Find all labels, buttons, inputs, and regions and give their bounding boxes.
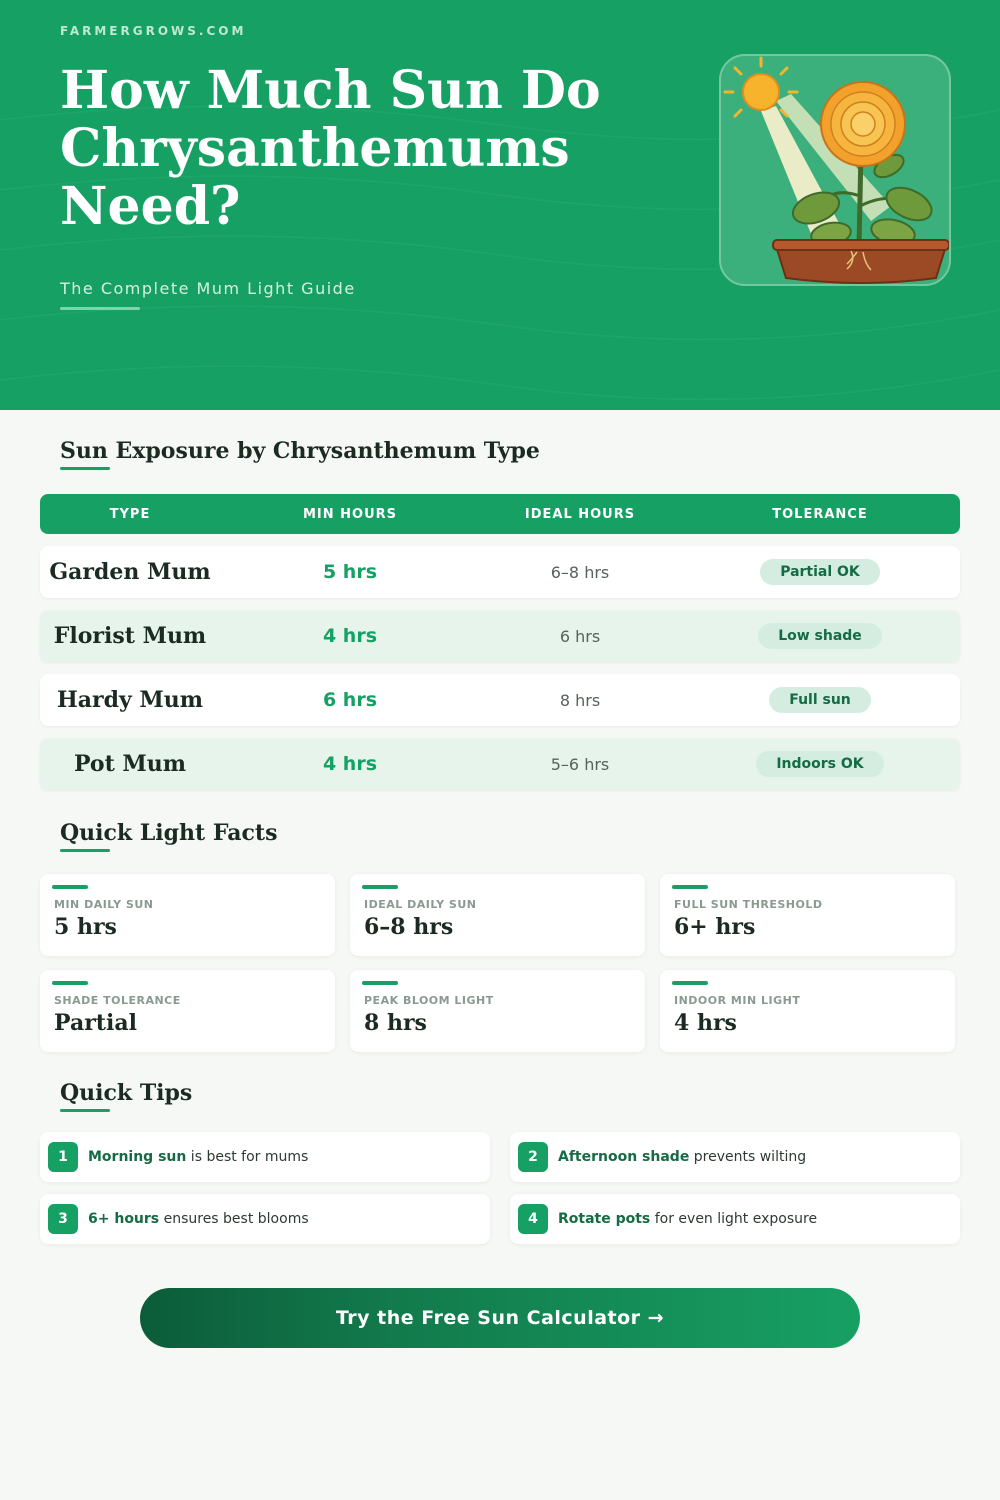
tip-number-badge: 4	[518, 1204, 548, 1234]
fact-label: IDEAL DAILY SUN	[364, 898, 477, 911]
table-row	[40, 546, 960, 598]
exposure-section-underline	[60, 467, 110, 470]
header-tolerance: TOLERANCE	[772, 506, 868, 522]
tip-highlight: Morning sun	[88, 1149, 187, 1165]
fact-card-ideal-daily-sun	[350, 874, 645, 956]
fact-label: SHADE TOLERANCE	[54, 994, 181, 1007]
fact-label: FULL SUN THRESHOLD	[674, 898, 823, 911]
chrysanthemum-in-sun-icon	[719, 54, 951, 286]
fact-card-full-sun-threshold	[660, 874, 955, 956]
fact-accent-bar	[52, 885, 88, 889]
tip-item	[510, 1194, 960, 1244]
fact-card-indoor-min-light	[660, 970, 955, 1052]
fact-accent-bar	[52, 981, 88, 985]
subtitle-underline	[60, 307, 140, 310]
tip-rest: for even light exposure	[650, 1211, 818, 1227]
row-ideal-hours: 6 hrs	[559, 626, 601, 646]
tip-item	[510, 1132, 960, 1182]
page-title: How Much Sun Do Chrysanthemums Need?	[60, 60, 601, 237]
table-row	[40, 674, 960, 726]
row-min-hours: 4 hrs	[322, 625, 378, 647]
fact-value: 8 hrs	[364, 1010, 427, 1036]
exposure-section-title: Sun Exposure by Chrysanthemum Type	[60, 438, 540, 464]
header-type: TYPE	[109, 506, 151, 522]
row-type: Hardy Mum	[56, 687, 204, 713]
row-min-hours: 4 hrs	[322, 753, 378, 775]
fact-label: MIN DAILY SUN	[54, 898, 154, 911]
row-ideal-hours: 5–6 hrs	[550, 754, 610, 774]
row-tolerance	[680, 751, 960, 777]
fact-value: 4 hrs	[674, 1010, 737, 1036]
tip-text	[558, 1211, 817, 1227]
fact-accent-bar	[362, 885, 398, 889]
tolerance-badge: Low shade	[758, 623, 882, 649]
tip-number-badge: 1	[48, 1142, 78, 1172]
fact-card-shade-tolerance	[40, 970, 335, 1052]
row-ideal-hours: 8 hrs	[559, 690, 601, 710]
row-min-hours: 6 hrs	[322, 689, 378, 711]
tip-text	[88, 1149, 308, 1165]
table-row	[40, 738, 960, 790]
exposure-table-header	[40, 494, 960, 534]
row-tolerance	[680, 687, 960, 713]
tip-highlight: Afternoon shade	[558, 1149, 690, 1165]
tip-text	[88, 1211, 309, 1227]
hero-banner	[0, 0, 1000, 410]
row-type: Pot Mum	[73, 751, 187, 777]
header-ideal-hours: IDEAL HOURS	[524, 506, 636, 522]
tip-highlight: Rotate pots	[558, 1211, 651, 1227]
tolerance-badge: Full sun	[769, 687, 871, 713]
tip-rest: ensures best blooms	[159, 1211, 309, 1227]
table-row	[40, 610, 960, 662]
fact-value: 6+ hrs	[674, 914, 756, 940]
fact-value: 6–8 hrs	[364, 914, 454, 940]
row-tolerance	[680, 623, 960, 649]
fact-card-min-daily-sun	[40, 874, 335, 956]
row-type: Garden Mum	[49, 559, 211, 585]
fact-accent-bar	[672, 981, 708, 985]
tip-number-badge: 2	[518, 1142, 548, 1172]
row-type: Florist Mum	[53, 623, 207, 649]
sun-calculator-button[interactable]: Try the Free Sun Calculator →	[140, 1288, 860, 1348]
fact-accent-bar	[672, 885, 708, 889]
tips-section-title: Quick Tips	[60, 1080, 193, 1106]
row-min-hours: 5 hrs	[322, 561, 378, 583]
tip-item	[40, 1132, 490, 1182]
row-ideal-hours: 6–8 hrs	[550, 562, 610, 582]
tip-rest: prevents wilting	[689, 1149, 807, 1165]
site-name: FARMERGROWS.COM	[60, 24, 247, 38]
fact-card-peak-bloom-light	[350, 970, 645, 1052]
tip-number-badge: 3	[48, 1204, 78, 1234]
fact-label: PEAK BLOOM LIGHT	[364, 994, 494, 1007]
header-min-hours: MIN HOURS	[302, 506, 398, 522]
row-tolerance	[680, 559, 960, 585]
page-subtitle: The Complete Mum Light Guide	[60, 279, 356, 298]
tolerance-badge: Indoors OK	[756, 751, 883, 777]
facts-section-underline	[60, 849, 110, 852]
tip-text	[558, 1149, 806, 1165]
fact-value: 5 hrs	[54, 914, 117, 940]
tip-rest: is best for mums	[186, 1149, 309, 1165]
tip-highlight: 6+ hours	[88, 1211, 160, 1227]
facts-section-title: Quick Light Facts	[60, 820, 278, 846]
tips-section-underline	[60, 1109, 110, 1112]
fact-label: INDOOR MIN LIGHT	[674, 994, 801, 1007]
tolerance-badge: Partial OK	[760, 559, 880, 585]
fact-accent-bar	[362, 981, 398, 985]
fact-value: Partial	[54, 1010, 137, 1036]
tip-item	[40, 1194, 490, 1244]
